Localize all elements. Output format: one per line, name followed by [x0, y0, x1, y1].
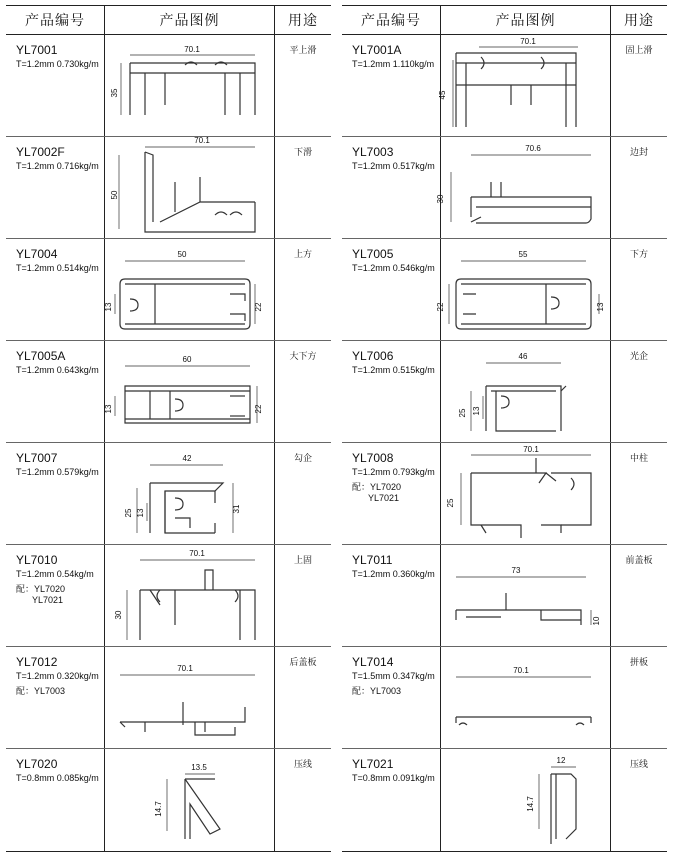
- usage-cell: [275, 239, 331, 340]
- usage-cell: [275, 647, 331, 748]
- profile-drawing: [441, 341, 611, 442]
- product-row: [6, 545, 331, 647]
- profile-svg: [436, 239, 611, 340]
- product-spec: T=1.2mm 0.54kg/m: [16, 569, 94, 579]
- header-code: 产品编号: [6, 6, 105, 34]
- profile-svg: [441, 443, 611, 544]
- usage-cell: [275, 341, 331, 442]
- product-code: YL7005A: [16, 349, 66, 363]
- usage-cell: [611, 647, 667, 748]
- dimension-label: 31: [232, 504, 241, 514]
- profile-outline: [456, 53, 576, 127]
- profile-outline: [185, 779, 220, 839]
- profile-svg: [105, 545, 275, 646]
- dimension-label: 70.1: [177, 664, 193, 673]
- product-spec: T=0.8mm 0.085kg/m: [16, 773, 99, 783]
- usage-label: 勾企: [293, 454, 312, 464]
- product-code: YL7003: [352, 145, 394, 159]
- dimension-label: 46: [518, 352, 528, 361]
- product-row: [6, 35, 331, 137]
- product-info: [6, 749, 105, 851]
- profile-svg: [105, 35, 275, 136]
- dimension-label: 60: [182, 355, 192, 364]
- profile-drawing: [105, 341, 275, 442]
- dimension-label: 22: [436, 302, 445, 312]
- product-info: [342, 749, 441, 851]
- profile-svg: [441, 341, 611, 442]
- usage-label: 中柱: [629, 454, 648, 464]
- product-code: YL7004: [16, 247, 58, 261]
- profile-svg: [441, 749, 611, 850]
- usage-label: 压线: [629, 760, 648, 770]
- usage-cell: [611, 545, 667, 646]
- product-info: [342, 239, 441, 340]
- profile-drawing: [105, 35, 275, 136]
- product-row: [342, 545, 667, 647]
- profile-outline: [481, 525, 486, 533]
- profile-svg: [441, 647, 611, 748]
- product-spec: T=1.2mm 0.515kg/m: [352, 365, 435, 375]
- usage-cell: [611, 341, 667, 442]
- profile-outline: [456, 279, 591, 329]
- profile-outline: [230, 314, 245, 321]
- profile-outline: [471, 473, 521, 538]
- profile-svg: [438, 35, 611, 136]
- catalog-table-right: [342, 5, 667, 852]
- product-row: [342, 239, 667, 341]
- product-info: [6, 545, 105, 646]
- profile-drawing: [441, 749, 611, 851]
- dimension-label: 70.1: [523, 445, 539, 454]
- header-use: 用途: [624, 13, 654, 29]
- profile-outline: [491, 182, 501, 197]
- product-row: [342, 647, 667, 749]
- usage-label: 前盖板: [625, 556, 653, 566]
- product-info: [6, 341, 105, 442]
- paired-with: 配：YL7020: [16, 584, 66, 594]
- product-code: YL7011: [352, 553, 393, 567]
- product-row: [6, 647, 331, 749]
- usage-label: 固上滑: [625, 46, 653, 56]
- profile-svg: [105, 239, 275, 340]
- profile-svg: [105, 443, 275, 544]
- usage-cell: [611, 239, 667, 340]
- product-spec: T=0.8mm 0.091kg/m: [352, 773, 435, 783]
- profile-outline: [145, 152, 153, 222]
- profile-outline: [175, 518, 190, 528]
- product-row: [342, 341, 667, 443]
- profile-drawing: [441, 545, 611, 646]
- usage-cell: [611, 137, 667, 238]
- product-row: [6, 443, 331, 545]
- product-code: YL7001: [16, 43, 58, 57]
- product-code: YL7012: [16, 655, 58, 669]
- profile-outline: [501, 396, 509, 408]
- profile-outline: [130, 63, 255, 115]
- profile-drawing: [441, 443, 611, 544]
- profile-outline: [205, 570, 213, 590]
- product-row: [6, 341, 331, 443]
- product-code: YL7008: [352, 451, 394, 465]
- product-code: YL7001A: [352, 43, 402, 57]
- paired-with: 配：YL7003: [352, 686, 402, 696]
- product-row: [342, 749, 667, 851]
- usage-label: 上方: [293, 250, 312, 260]
- product-code: YL7020: [16, 757, 58, 771]
- dimension-label: 13: [136, 508, 145, 518]
- product-info: [342, 341, 441, 442]
- product-spec: T=1.2mm 1.110kg/m: [352, 59, 435, 69]
- product-spec: T=1.2mm 0.579kg/m: [16, 467, 99, 477]
- dimension-label: 30: [436, 194, 445, 204]
- product-code: YL7002F: [16, 145, 65, 159]
- profile-outline: [561, 386, 566, 391]
- product-code: YL7007: [16, 451, 58, 465]
- paired-with-2: YL7021: [32, 595, 64, 605]
- usage-label: 压线: [293, 760, 312, 770]
- usage-label: 后盖板: [289, 658, 317, 668]
- dimension-label: 35: [110, 88, 119, 98]
- product-info: [342, 137, 441, 238]
- paired-with-2: YL7021: [368, 493, 400, 503]
- dimension-label: 50: [110, 190, 119, 200]
- paired-with: 配：YL7020: [352, 482, 402, 492]
- dimension-label: 55: [518, 250, 528, 259]
- dimension-label: 13: [104, 302, 113, 312]
- product-row: [342, 443, 667, 545]
- product-spec: T=1.2mm 0.716kg/m: [16, 161, 99, 171]
- profile-drawing: [436, 137, 611, 238]
- profile-outline: [541, 525, 561, 533]
- product-info: [342, 443, 441, 544]
- dimension-label: 12: [556, 756, 566, 765]
- product-row: [6, 239, 331, 341]
- usage-label: 大下方: [289, 352, 317, 362]
- usage-cell: [611, 443, 667, 544]
- usage-cell: [275, 137, 331, 238]
- profile-svg: [436, 137, 611, 238]
- profile-drawing: [105, 545, 275, 646]
- profile-outline: [541, 610, 581, 620]
- profile-drawing: [438, 35, 611, 136]
- profile-outline: [235, 590, 238, 602]
- product-info: [342, 647, 441, 748]
- profile-drawing: [105, 239, 275, 340]
- header-figure: 产品图例: [441, 6, 611, 34]
- dimension-label: 70.1: [194, 136, 210, 145]
- product-spec: T=1.2mm 0.793kg/m: [352, 467, 435, 477]
- header-figure: 产品图例: [105, 6, 275, 34]
- product-row: [342, 35, 667, 137]
- profile-outline: [150, 483, 223, 533]
- usage-cell: [275, 749, 331, 851]
- dimension-label: 50: [177, 250, 187, 259]
- profile-svg: [105, 137, 275, 238]
- paired-with: 配：YL7003: [16, 686, 66, 696]
- usage-label: 下方: [629, 250, 648, 260]
- dimension-label: 70.1: [184, 45, 200, 54]
- profile-outline: [230, 294, 245, 301]
- dimension-label: 25: [124, 508, 133, 518]
- product-info: [6, 239, 105, 340]
- product-info: [342, 35, 441, 136]
- table-header: [6, 6, 331, 35]
- profile-outline: [486, 386, 561, 431]
- dimension-label: 22: [254, 404, 263, 414]
- profile-outline: [571, 478, 574, 490]
- usage-cell: [611, 749, 667, 851]
- profile-outline: [576, 723, 584, 725]
- product-code: YL7005: [352, 247, 394, 261]
- product-spec: T=1.5mm 0.347kg/m: [352, 671, 435, 681]
- profile-drawing: [441, 647, 611, 748]
- dimension-label: 14.7: [526, 796, 535, 812]
- dimension-label: 25: [446, 498, 455, 508]
- profile-outline: [215, 212, 227, 215]
- dimension-label: 70.1: [520, 37, 536, 46]
- profile-outline: [471, 197, 591, 223]
- product-spec: T=1.2mm 0.546kg/m: [352, 263, 435, 273]
- product-code: YL7006: [352, 349, 394, 363]
- profile-drawing: [105, 749, 275, 851]
- product-spec: T=1.2mm 0.320kg/m: [16, 671, 99, 681]
- profile-svg: [105, 341, 275, 442]
- usage-label: 下滑: [293, 148, 312, 158]
- profile-outline: [160, 202, 255, 222]
- header-use: 用途: [288, 13, 318, 29]
- product-code: YL7014: [352, 655, 394, 669]
- dimension-label: 14.7: [154, 801, 163, 817]
- product-spec: T=1.2mm 0.514kg/m: [16, 263, 99, 273]
- dimension-label: 13: [596, 302, 605, 312]
- catalog-table-left: [6, 5, 331, 852]
- product-row: [6, 137, 331, 239]
- profile-outline: [175, 498, 183, 510]
- profile-outline: [130, 299, 138, 311]
- profile-outline: [551, 297, 559, 309]
- dimension-label: 30: [114, 610, 123, 620]
- product-info: [6, 647, 105, 748]
- profile-outline: [471, 217, 481, 222]
- usage-label: 拼板: [629, 658, 648, 668]
- usage-cell: [275, 545, 331, 646]
- product-spec: T=1.2mm 0.643kg/m: [16, 365, 99, 375]
- dimension-label: 70.1: [189, 549, 205, 558]
- dimension-label: 13.5: [191, 763, 207, 772]
- profile-outline: [511, 85, 531, 105]
- usage-cell: [275, 35, 331, 136]
- usage-label: 平上滑: [289, 46, 317, 56]
- product-row: [342, 137, 667, 239]
- product-info: [6, 35, 105, 136]
- profile-svg: [105, 749, 275, 850]
- product-info: [6, 137, 105, 238]
- header-code: 产品编号: [342, 6, 441, 34]
- product-info: [342, 545, 441, 646]
- usage-label: 光企: [629, 352, 648, 362]
- usage-label: 上固: [293, 556, 312, 566]
- profile-svg: [105, 647, 275, 748]
- profile-outline: [120, 722, 125, 727]
- profile-svg: [441, 545, 611, 646]
- usage-cell: [611, 35, 667, 136]
- product-info: [6, 443, 105, 544]
- profile-outline: [551, 473, 591, 525]
- product-spec: T=1.2mm 0.517kg/m: [352, 161, 435, 171]
- product-code: YL7021: [352, 757, 394, 771]
- dimension-label: 13: [104, 404, 113, 414]
- profile-outline: [120, 279, 250, 329]
- dimension-label: 70.6: [525, 144, 541, 153]
- table-header: [342, 6, 667, 35]
- usage-label: 边封: [629, 148, 648, 158]
- profile-drawing: [105, 647, 275, 748]
- dimension-label: 73: [511, 566, 521, 575]
- dimension-label: 13: [472, 406, 481, 416]
- product-spec: T=1.2mm 0.730kg/m: [16, 59, 99, 69]
- dimension-label: 10: [592, 616, 601, 626]
- dimension-label: 25: [458, 408, 467, 418]
- dimension-label: 22: [254, 302, 263, 312]
- profile-outline: [230, 212, 242, 215]
- product-row: [6, 749, 331, 851]
- profile-outline: [471, 473, 556, 483]
- profile-outline: [463, 294, 476, 314]
- product-spec: T=1.2mm 0.360kg/m: [352, 569, 435, 579]
- dimension-label: 70.1: [513, 666, 529, 675]
- profile-outline: [459, 723, 467, 725]
- profile-outline: [175, 399, 183, 411]
- profile-outline: [150, 590, 175, 625]
- product-code: YL7010: [16, 553, 58, 567]
- profile-drawing: [436, 239, 611, 340]
- profile-outline: [195, 722, 235, 735]
- usage-cell: [275, 443, 331, 544]
- dimension-label: 45: [438, 90, 447, 100]
- dimension-label: 42: [182, 454, 192, 463]
- profile-drawing: [105, 137, 275, 238]
- profile-drawing: [105, 443, 275, 544]
- profile-outline: [551, 774, 576, 839]
